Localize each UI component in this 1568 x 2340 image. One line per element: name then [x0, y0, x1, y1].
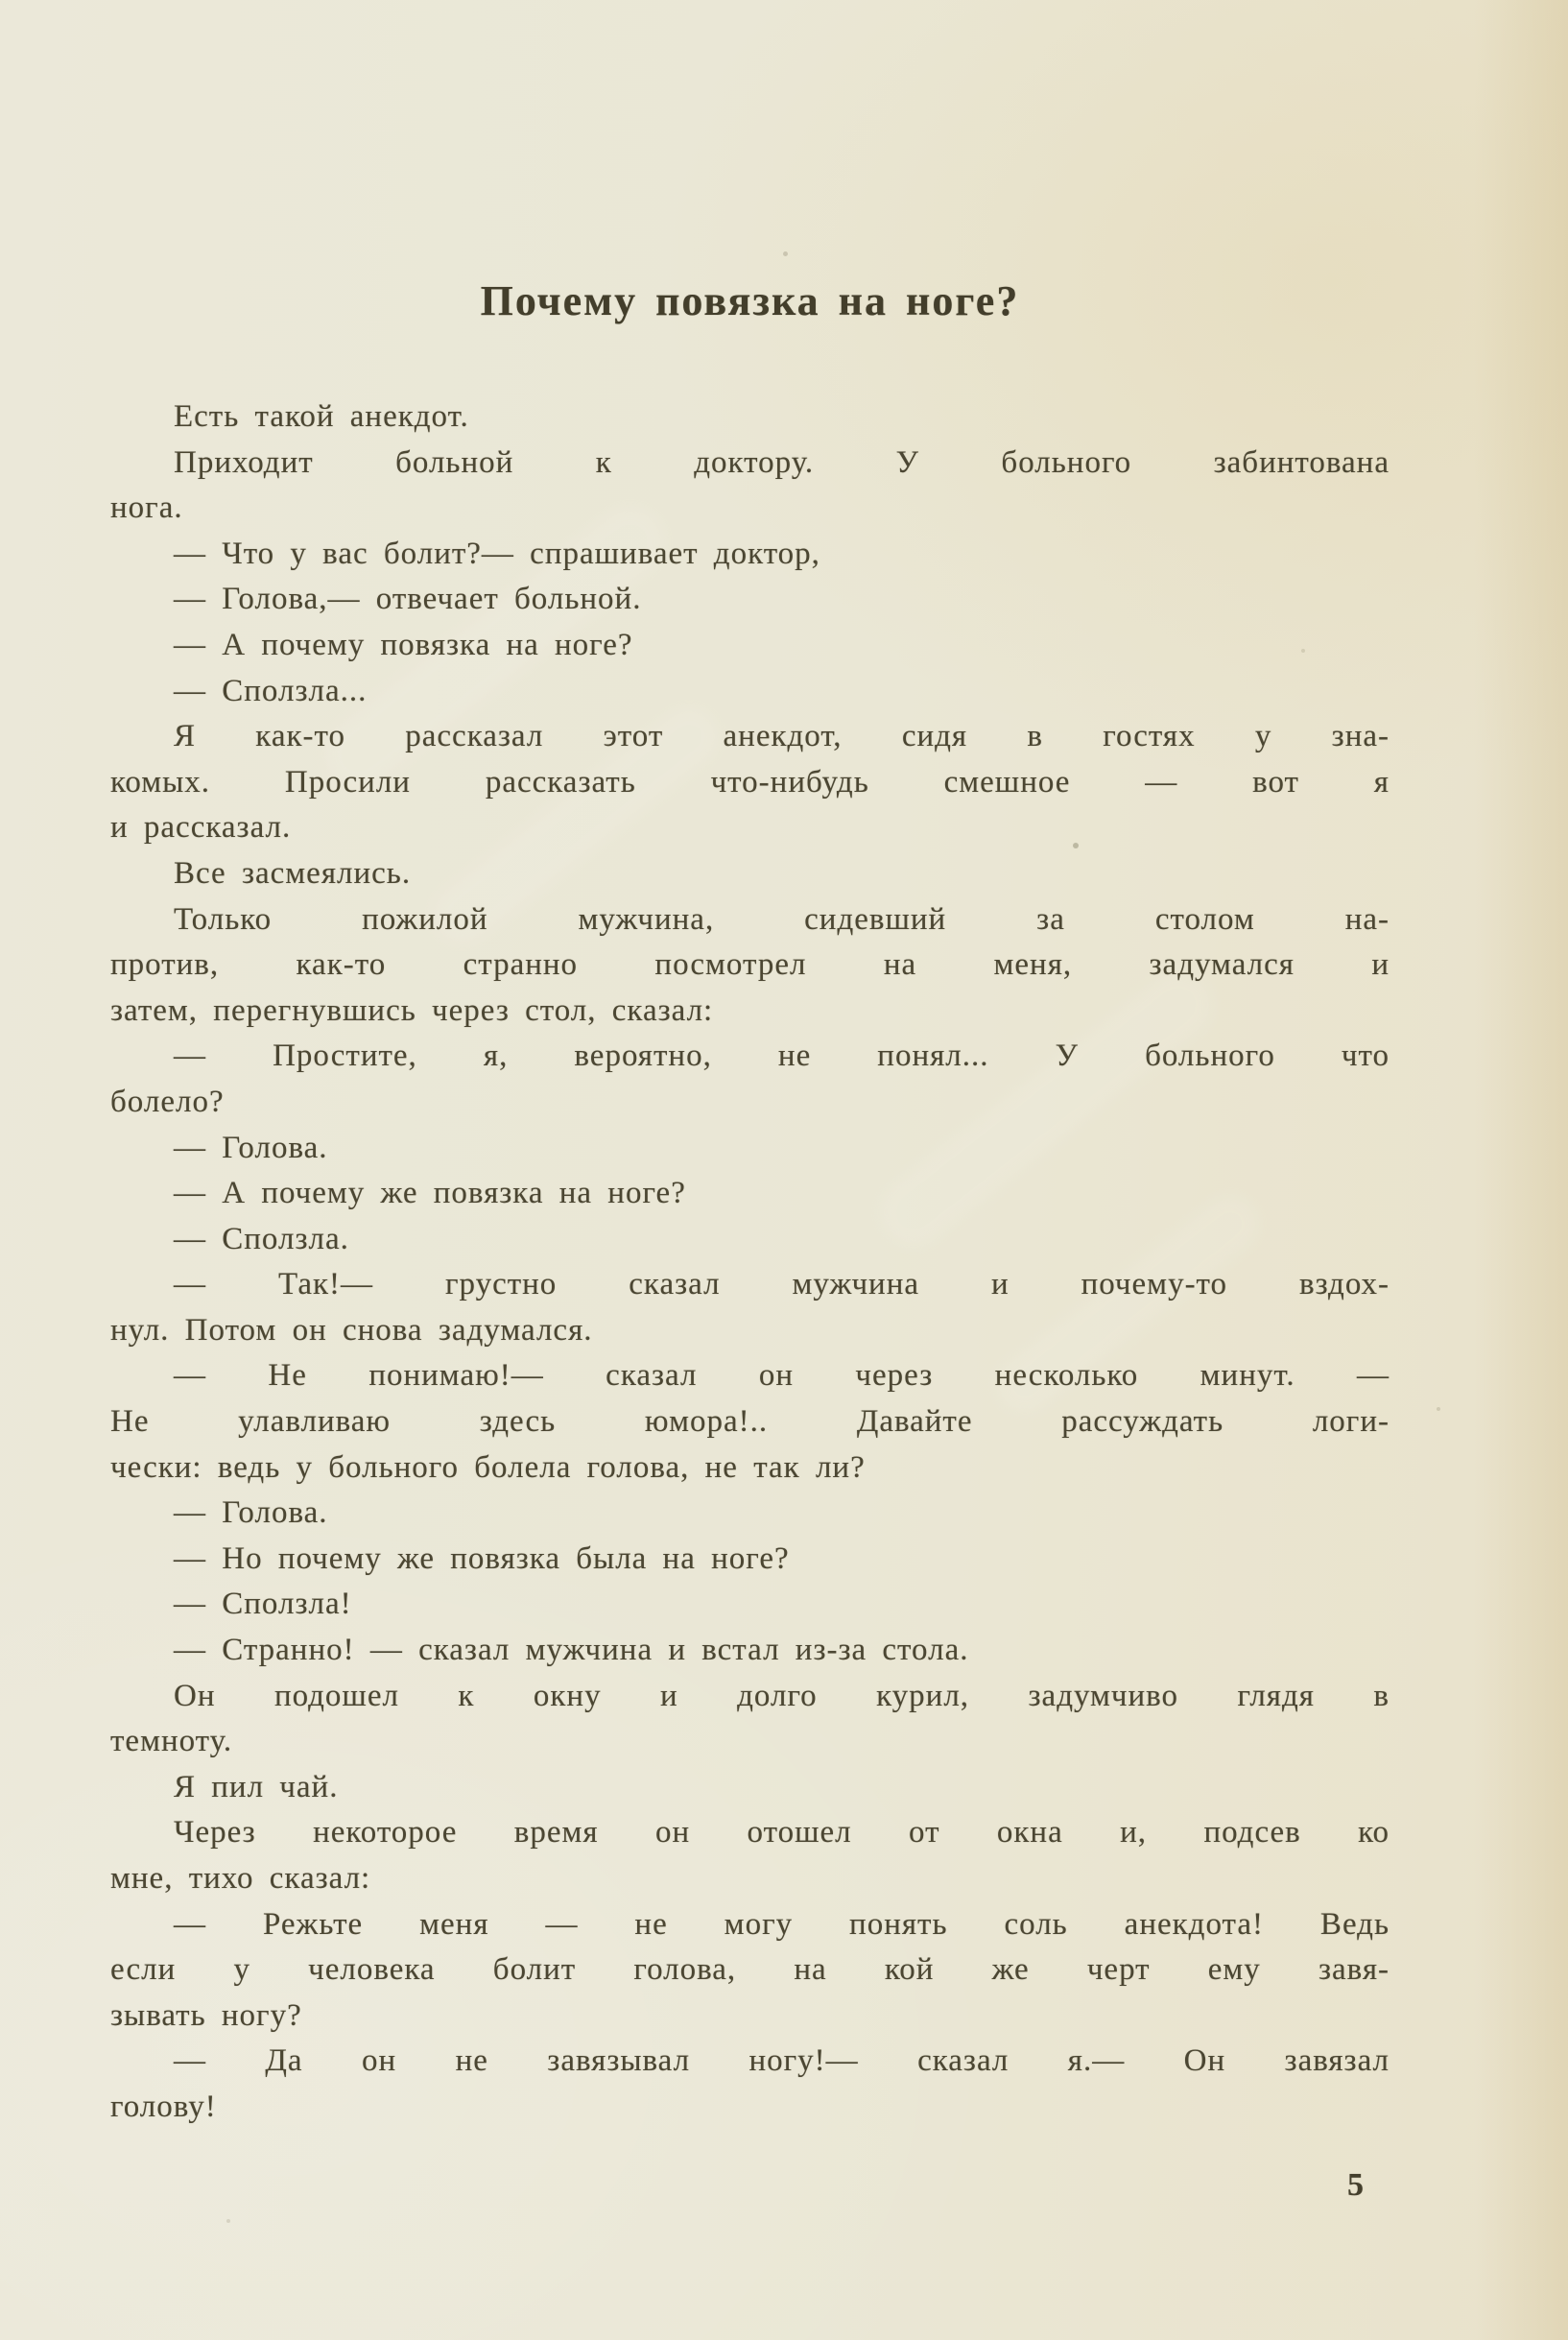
- text-line: против, как-то странно посмотрел на меня, задумался и: [110, 947, 1390, 983]
- text-line: чески: ведь у больного болела голова, не так ли?: [110, 1449, 866, 1485]
- text-line: — Режьте меня — не могу понять соль анекдота! Ведь: [174, 1906, 1390, 1942]
- text-line: — Но почему же повязка была на ноге?: [174, 1540, 790, 1576]
- text-line: — Не понимаю!— сказал он через несколько минут. —: [174, 1358, 1390, 1394]
- text-line: нога.: [110, 490, 183, 526]
- text-line: и рассказал.: [110, 810, 292, 846]
- text-line: Он подошел к окну и долго курил, задумчиво глядя в: [174, 1678, 1390, 1713]
- text-line: Все засмеялись.: [174, 855, 412, 891]
- text-line: — Что у вас болит?— спрашивает доктор,: [174, 536, 820, 571]
- text-line: нул. Потом он снова задумался.: [110, 1312, 593, 1348]
- text-line: темноту.: [110, 1724, 233, 1759]
- text-line: — Сползла!: [174, 1587, 352, 1622]
- text-line: Не улавливаю здесь юмора!.. Давайте рассуждать логи-: [110, 1404, 1390, 1440]
- text-line: — Голова.: [174, 1130, 328, 1165]
- page-title: Почему повязка на ноге?: [480, 277, 1020, 324]
- text-line: — Да он не завязывал ногу!— сказал я.— Он завязал: [174, 2043, 1390, 2079]
- text-line: Только пожилой мужчина, сидевший за столом на-: [174, 901, 1390, 937]
- text-line: Приходит больной к доктору. У больного забинтована: [174, 444, 1390, 480]
- text-line: комых. Просили рассказать что-нибудь смешное — вот я: [110, 764, 1390, 800]
- text-line: — Сползла...: [174, 673, 368, 708]
- text-line: — Голова.: [174, 1495, 328, 1531]
- text-line: Я как-то рассказал этот анекдот, сидя в гостях у зна-: [174, 719, 1390, 754]
- text-line: — А почему же повязка на ноге?: [174, 1176, 686, 1211]
- text-line: — Так!— грустно сказал мужчина и почему-то вздох-: [174, 1267, 1390, 1302]
- text-line: — Сползла.: [174, 1221, 349, 1256]
- text-line: Через некоторое время он отошел от окна и, подсев ко: [174, 1815, 1390, 1851]
- text-line: болело?: [110, 1084, 225, 1119]
- text-line: голову!: [110, 2089, 217, 2124]
- text-line: — Простите, я, вероятно, не понял... У больного что: [174, 1039, 1390, 1074]
- text-line: мне, тихо сказал:: [110, 1861, 371, 1896]
- body-text: [110, 394, 1390, 2131]
- text-line: — А почему повязка на ноге?: [174, 627, 633, 662]
- text-line: Я пил чай.: [174, 1769, 339, 1804]
- page-number: 5: [1347, 2167, 1364, 2203]
- text-line: зывать ногу?: [110, 1997, 302, 2033]
- paper-speck: [783, 251, 788, 256]
- text-line: — Странно! — сказал мужчина и встал из-за стола.: [174, 1633, 969, 1668]
- text-line: затем, перегнувшись через стол, сказал:: [110, 992, 714, 1028]
- text-line: Есть такой анекдот.: [174, 399, 469, 434]
- paper-speck: [226, 2219, 230, 2223]
- text-line: — Голова,— отвечает больной.: [174, 582, 642, 617]
- text-line: если у человека болит голова, на кой же черт ему завя-: [110, 1952, 1390, 1988]
- paper-speck: [1437, 1407, 1440, 1411]
